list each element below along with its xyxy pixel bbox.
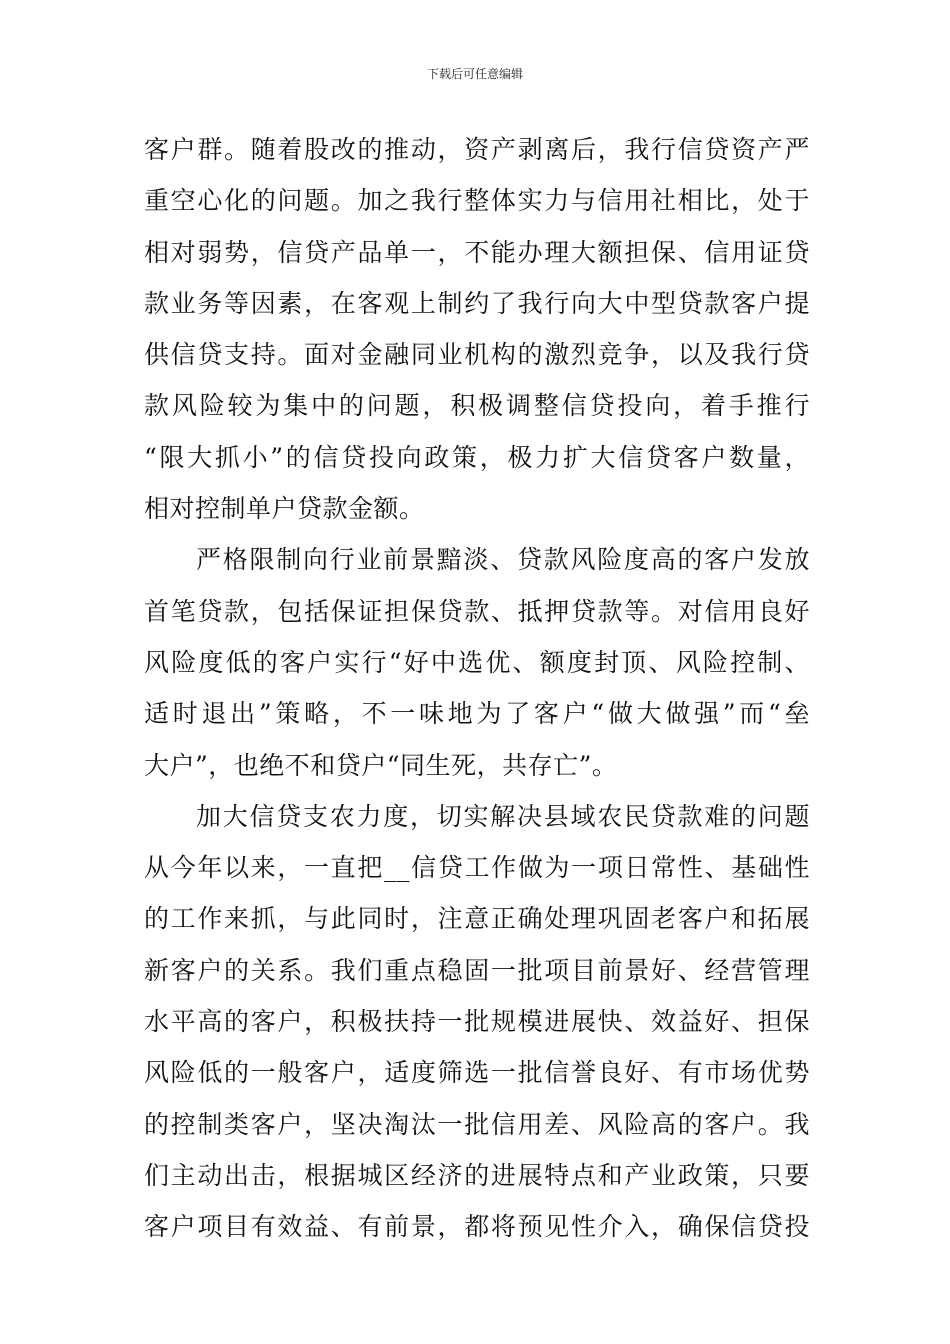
text-line: 客户群。随着股改的推动，资产剥离后，我行信贷资产严	[144, 135, 810, 164]
text-line: 款业务等因素，在客观上制约了我行向大中型贷款客户提	[144, 288, 810, 318]
paragraph-first-line: 严格限制向行业前景黯淡、贷款风险度高的客户发放	[196, 545, 810, 575]
text-line: 的工作来抓，与此同时，注意正确处理巩固老客户和拓展	[144, 904, 810, 934]
text-line: 从今年以来，一直把__信贷工作做为一项日常性、基础性	[144, 853, 810, 883]
text-line: 客户项目有效益、有前景，都将预见性介入，确保信贷投	[144, 1212, 810, 1242]
paragraph-first-line: 加大信贷支农力度，切实解决县域农民贷款难的问题	[196, 801, 810, 831]
text-line: 风险度低的客户实行“好中选优、额度封顶、风险控制、	[144, 647, 810, 677]
text-line: 新客户的关系。我们重点稳固一批项目前景好、经营管理	[144, 955, 810, 985]
text-line: 款风险较为集中的问题，积极调整信贷投向，着手推行	[144, 391, 810, 421]
text-line: 们主动出击，根据城区经济的进展特点和产业政策，只要	[144, 1160, 810, 1190]
text-line: 供信贷支持。面对金融同业机构的激烈竞争，以及我行贷	[144, 340, 810, 370]
text-line: 相对弱势，信贷产品单一，不能办理大额担保、信用证贷	[144, 237, 810, 267]
page-header: 下载后可任意编辑	[426, 67, 523, 81]
text-line: 大户”，也绝不和贷户“同生死，共存亡”。	[144, 750, 618, 780]
text-line: 风险低的一般客户，适度筛选一批信誉良好、有市场优势	[144, 1058, 810, 1088]
text-line: 的控制类客户，坚决淘汰一批信用差、风险高的客户。我	[144, 1109, 810, 1139]
text-line: 适时退出”策略，不一味地为了客户“做大做强”而“垒	[144, 699, 810, 729]
document-body	[144, 124, 810, 1253]
text-line: “限大抓小”的信贷投向政策，极力扩大信贷客户数量，	[144, 442, 810, 472]
text-line: 重空心化的问题。加之我行整体实力与信用社相比，处于	[144, 186, 810, 216]
text-line: 水平高的客户，积极扶持一批规模进展快、效益好、担保	[144, 1007, 810, 1037]
text-line: 首笔贷款，包括保证担保贷款、抵押贷款等。对信用良好	[144, 596, 810, 626]
text-line: 相对控制单户贷款金额。	[144, 494, 425, 524]
